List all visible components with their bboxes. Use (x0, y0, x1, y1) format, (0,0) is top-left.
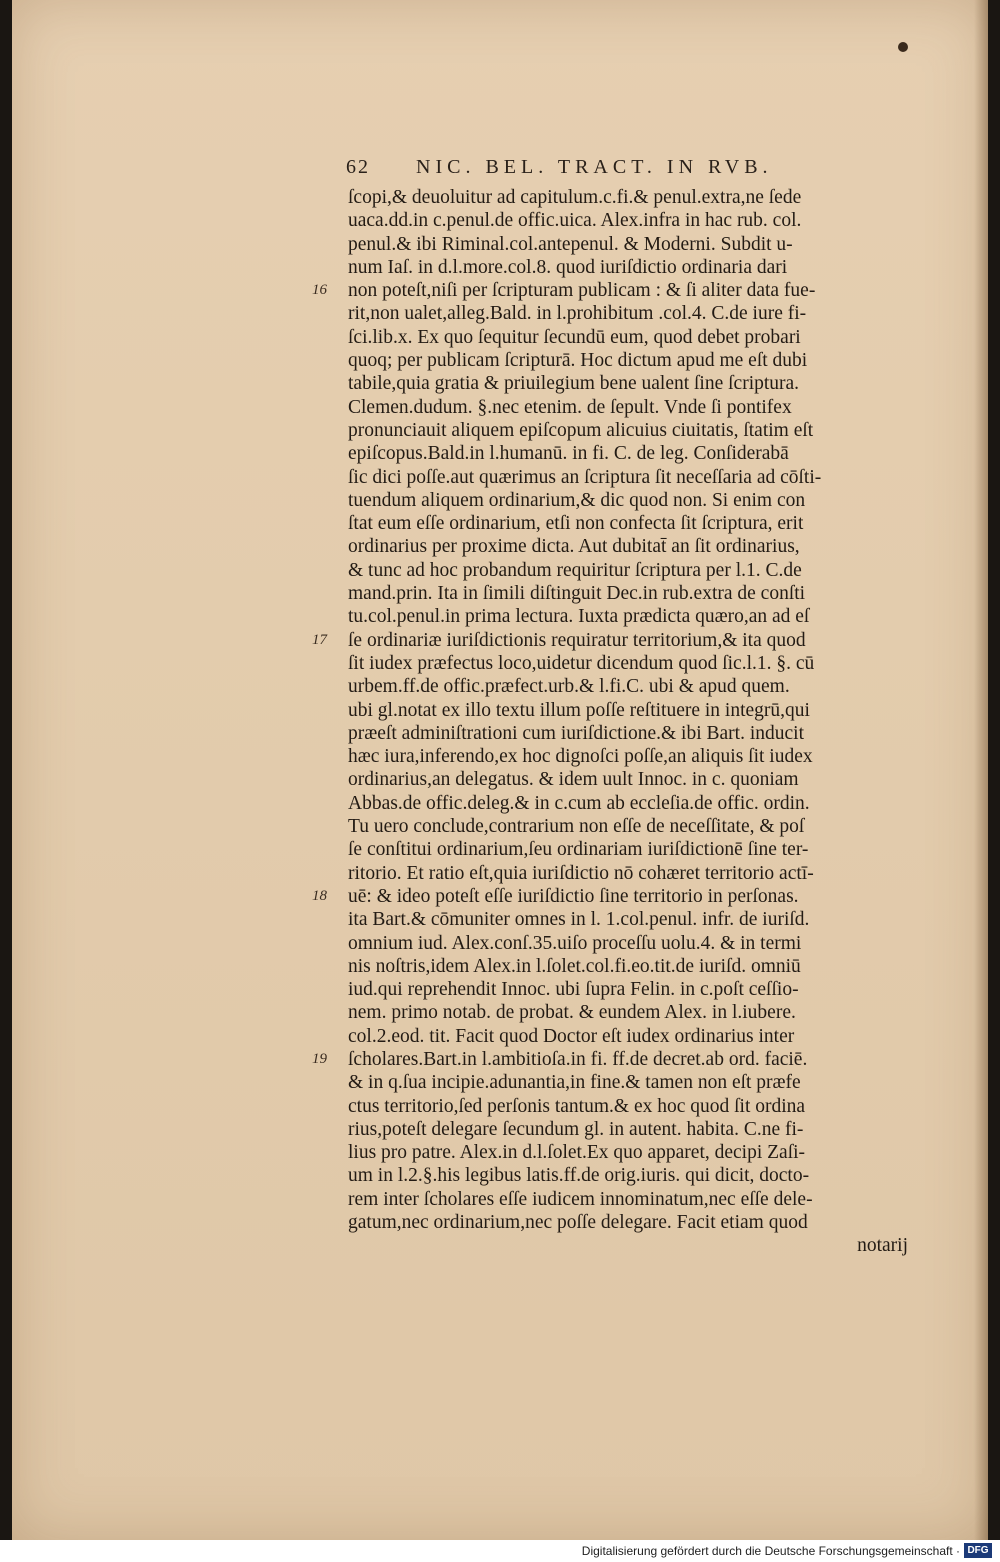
text-line: ritorio. Et ratio eſt,quia iuriſdictio nō cohæret territorio actī- (348, 862, 814, 884)
text-line: mand.prin. Ita in ſimili diſtinguit Dec.in rub.extra de conſti (348, 583, 806, 605)
text-line: quoq; per publicam ſcripturā. Hoc dictum apud me eſt dubi (348, 350, 808, 372)
page-number: 62 (346, 156, 370, 178)
text-line: uaca.dd.in c.penul.de offic.uica. Alex.infra in hac rub. col. (348, 210, 802, 232)
text-line: ita Bart.& cōmuniter omnes in l. 1.col.penul. infr. de iuriſd. (348, 909, 810, 931)
text-line: ctus territorio,ſed perſonis tantum.& ex hoc quod ſit ordina (348, 1095, 806, 1117)
text-line: num Iaſ. in d.l.more.col.8. quod iuriſdictio ordinaria dari (348, 256, 788, 278)
text-line: nis noſtris,idem Alex.in l.ſolet.col.fi.eo.tit.de iuriſd. omniū (348, 955, 801, 977)
dfg-logo: DFG (964, 1543, 992, 1558)
text-line: & in q.ſua incipie.adunantia,in fine.& tamen non eſt præfe (348, 1072, 801, 1094)
text-line: col.2.eod. tit. Facit quod Doctor eſt iudex ordinarius inter (348, 1025, 795, 1047)
running-header (346, 156, 906, 184)
text-line: tu.col.penul.in prima lectura. Iuxta prædicta quæro,an ad eſ (348, 606, 810, 628)
text-line: ubi gl.notat ex illo textu illum poſſe reſtituere in integrū,qui (348, 699, 810, 721)
text-line: penul.& ibi Riminal.col.antepenul. & Moderni. Subdit u- (348, 233, 793, 255)
text-line: epiſcopus.Bald.in l.humanū. in fi. C. de leg. Conſiderabā (348, 443, 789, 465)
catchword: notarij (857, 1235, 908, 1257)
book-page (12, 0, 988, 1540)
text-line: Abbas.de offic.deleg.& in c.cum ab eccleſia.de offic. ordin. (348, 792, 810, 814)
text-line: nem. primo notab. de probat. & eundem Alex. in l.iubere. (348, 1002, 796, 1024)
text-line: pronunciauit aliquem epiſcopum alicuius ciuitatis, ſtatim eſt (348, 419, 814, 441)
text-line: & tunc ad hoc probandum requiritur ſcriptura per l.1. C.de (348, 559, 802, 581)
text-line: iud.qui reprehendit Innoc. ubi ſupra Felin. in c.poſt ceſſio- (348, 979, 799, 1001)
marginal-number: 16 (312, 282, 327, 299)
text-line: non poteſt,niſi per ſcripturam publicam : & ſi aliter data fue- (348, 280, 816, 302)
marginal-number: 19 (312, 1051, 327, 1068)
text-line: lius pro patre. Alex.in d.l.ſolet.Ex quo apparet, decipi Zaſi- (348, 1142, 806, 1164)
funding-notice: Digitalisierung gefördert durch die Deutsche Forschungsgemeinschaft · (581, 1544, 960, 1558)
text-line: rius,poteſt delegare ſecundum gl. in autent. habita. C.ne fi- (348, 1118, 804, 1140)
text-line: Tu uero conclude,contrarium non eſſe de neceſſitate, & poſ (348, 816, 805, 838)
text-line: ordinarius per proxime dicta. Aut dubitat̄ an ſit ordinarius, (348, 536, 800, 558)
text-line: hæc iura,inferendo,ex hoc dignoſci poſſe,an aliquis ſit iudex (348, 746, 813, 768)
running-title: NIC. BEL. TRACT. IN RVB. (416, 156, 773, 178)
text-line: ſtat eum eſſe ordinarium, etſi non confecta ſit ſcriptura, erit (348, 513, 804, 535)
text-line: ordinarius,an delegatus. & idem uult Innoc. in c. quoniam (348, 769, 799, 791)
text-line: ſcopi,& deuoluitur ad capitulum.c.fi.& penul.extra,ne ſede (348, 187, 802, 208)
marginal-number: 18 (312, 888, 327, 904)
text-line: rem inter ſcholares eſſe iudicem innominatum,nec eſſe dele- (348, 1188, 813, 1210)
text-line: ſe ordinariæ iuriſdictionis requiratur territorium,& ita quod (348, 629, 806, 651)
text-line: omnium iud. Alex.conſ.35.uiſo proceſſu uolu.4. & in termi (348, 932, 802, 954)
text-line: ſit iudex præfectus loco,uidetur dicendum quod ſic.l.1. §. cū (348, 652, 815, 674)
text-line: tuendum aliquem ordinarium,& dic quod non. Si enim con (348, 489, 806, 511)
text-line: gatum,nec ordinarium,nec poſſe delegare. Facit etiam quod (348, 1212, 808, 1234)
marginal-number: 17 (312, 631, 327, 648)
text-line: tabile,quia gratia & priuilegium bene ualent ſine ſcriptura. (348, 373, 800, 395)
text-line: ſci.lib.x. Ex quo ſequitur ſecundū eum, quod debet probari (348, 326, 801, 348)
text-line: ſic dici poſſe.aut quærimus an ſcriptura ſit neceſſaria ad cōſti- (348, 466, 822, 488)
text-line: ſcholares.Bart.in l.ambitioſa.in fi. ff.de decret.ab ord. faciē. (348, 1048, 808, 1070)
text-line: rit,non ualet,alleg.Bald. in l.prohibitum .col.4. C.de iure fi- (348, 303, 807, 325)
page-edge-shadow (974, 0, 988, 1540)
ink-spot (898, 42, 908, 52)
text-line: urbem.ff.de offic.præfect.urb.& l.fi.C. ubi & apud quem. (348, 676, 790, 698)
text-line: um in l.2.§.his legibus latis.ff.de orig.iuris. qui dicit, docto- (348, 1165, 810, 1187)
text-column (348, 186, 908, 1258)
text-line: Clemen.dudum. §.nec etenim. de ſepult. Vnde ſi pontifex (348, 396, 792, 418)
text-line: uē: & ideo poteſt eſſe iuriſdictio ſine territorio in perſonas. (348, 885, 799, 907)
text-line: præeſt adminiſtrationi cum iuriſdictione.& ibi Bart. inducit (348, 722, 805, 744)
text-line: ſe conſtitui ordinarium,ſeu ordinariam iuriſdictionē ſine ter- (348, 839, 809, 861)
digitization-footer (0, 1540, 1000, 1562)
